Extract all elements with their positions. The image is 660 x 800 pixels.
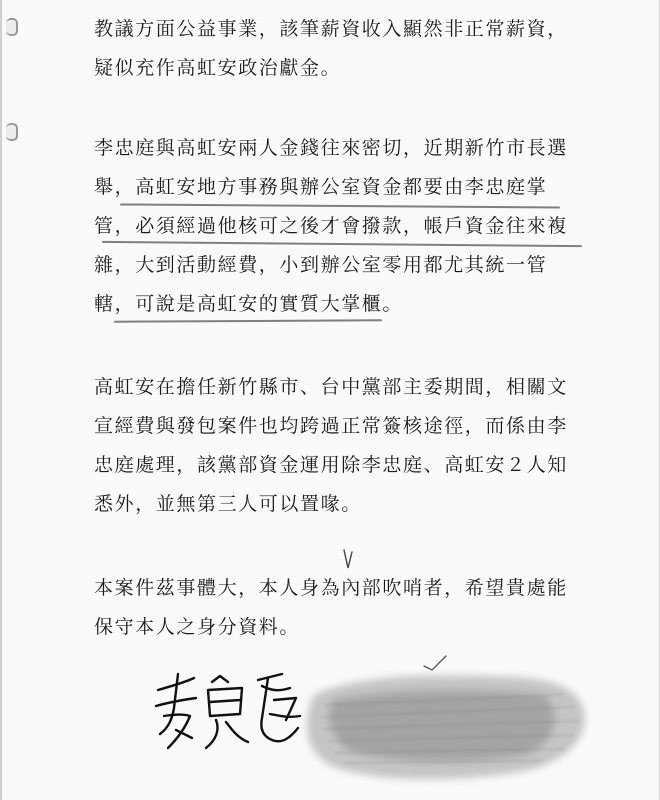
text-line: 雜，大到活動經費，小到辦公室零用都尤其統一管 <box>94 254 548 276</box>
paragraph-1 <box>94 14 604 83</box>
text-line: 管，必須經過他核可之後才會撥款，帳戶資金往來複 <box>94 215 568 237</box>
text-line: 忠庭處理，該黨部資金運用除李忠庭、高虹安２人知 <box>94 454 568 476</box>
text-line: 悉外，並無第三人可以置喙。 <box>94 493 362 515</box>
pen-tick-mark <box>338 548 358 578</box>
redaction-scribble <box>294 655 594 800</box>
pen-underline <box>114 319 382 322</box>
text-line: 轄，可說是高虹安的實質大掌櫃。 <box>94 293 404 315</box>
text-line: 高虹安在擔任新竹縣市、台中黨部主委期間，相關文 <box>94 376 568 398</box>
paragraph-4 <box>94 573 604 642</box>
text-line: 李忠庭與高虹安兩人金錢往來密切，近期新竹市長選 <box>94 137 568 159</box>
paragraph-2 <box>94 133 604 319</box>
text-line: 宣經費與發包案件也均跨過正常簽核途徑，而係由李 <box>94 415 568 437</box>
paragraph-3 <box>94 372 604 519</box>
text-line: 疑似充作高虹安政治獻金。 <box>94 57 342 79</box>
text-line: 本案件茲事體大，本人身為內部吹哨者，希望貴處能 <box>94 577 568 599</box>
handwritten-signature <box>150 668 310 758</box>
binder-hole-mark <box>6 123 18 141</box>
text-line: 教議方面公益事業，該筆薪資收入顯然非正常薪資， <box>94 18 568 40</box>
binder-hole-mark <box>6 18 18 36</box>
text-line: 舉，高虹安地方事務與辦公室資金都要由李忠庭掌 <box>94 176 548 198</box>
text-line: 保守本人之身分資料。 <box>94 616 301 638</box>
